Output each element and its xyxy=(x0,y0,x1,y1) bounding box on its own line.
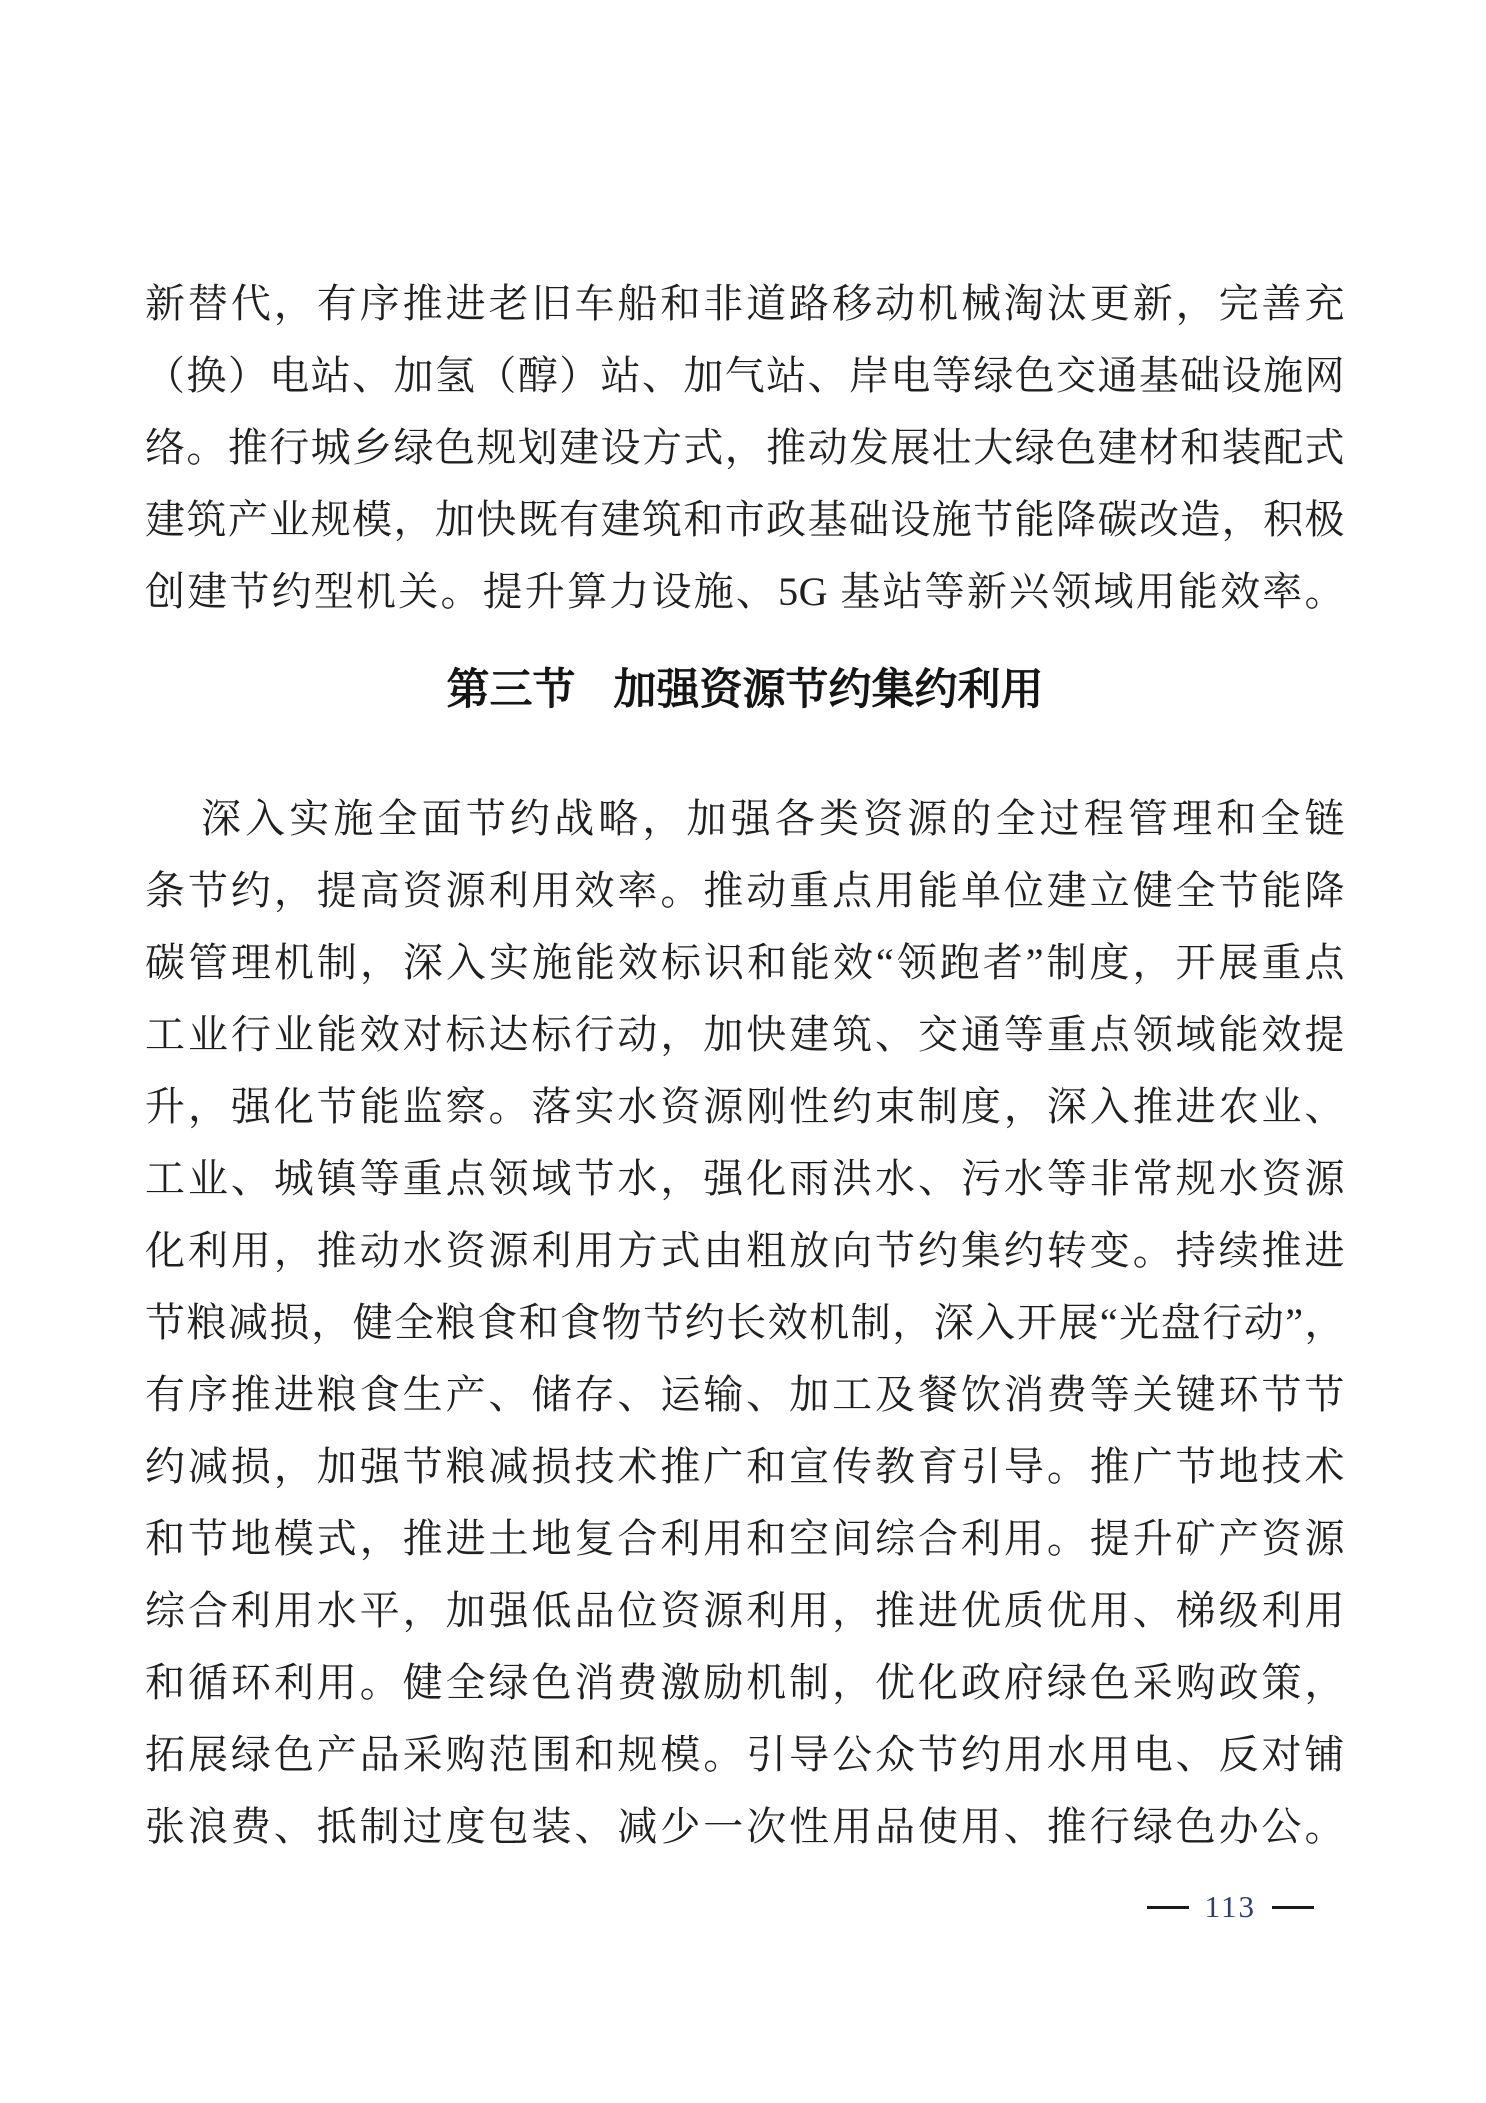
body-line: 深入实施全面节约战略，加强各类资源的全过程管理和全链 xyxy=(201,796,1345,841)
body-line: 拓展绿色产品采购范围和规模。引导公众节约用水用电、反对铺 xyxy=(145,1732,1345,1777)
body-line: 工业、城镇等重点领域节水，强化雨洪水、污水等非常规水资源 xyxy=(145,1156,1345,1201)
body-line: 建筑产业规模，加快既有建筑和市政基础设施节能降碳改造，积极 xyxy=(145,497,1345,542)
body-line: 创建节约型机关。提升算力设施、5G 基站等新兴领域用能效率。 xyxy=(145,569,1345,614)
body-line: 升，强化节能监察。落实水资源刚性约束制度，深入推进农业、 xyxy=(145,1084,1345,1129)
body-line: 和节地模式，推进土地复合利用和空间综合利用。提升矿产资源 xyxy=(145,1516,1345,1561)
body-line: 综合利用水平，加强低品位资源利用，推进优质优用、梯级利用 xyxy=(145,1588,1345,1633)
body-line: 碳管理机制，深入实施能效标识和能效“领跑者”制度，开展重点 xyxy=(145,940,1345,985)
footer-dash-right-icon xyxy=(1272,1906,1314,1909)
body-line: 新替代，有序推进老旧车船和非道路移动机械淘汰更新，完善充 xyxy=(145,281,1345,326)
body-line: 条节约，提高资源利用效率。推动重点用能单位建立健全节能降 xyxy=(145,868,1345,913)
section-number: 第三节 xyxy=(446,666,576,714)
section-title: 加强资源节约集约利用 xyxy=(613,666,1044,714)
body-line: 节粮减损，健全粮食和食物节约长效机制，深入开展“光盘行动”， xyxy=(145,1300,1345,1345)
body-line: 有序推进粮食生产、储存、运输、加工及餐饮消费等关键环节节 xyxy=(145,1372,1345,1417)
paragraph-1 xyxy=(145,268,1345,628)
footer-page-number: 113 xyxy=(1204,1889,1256,1924)
body-line: 工业行业能效对标达标行动，加快建筑、交通等重点领域能效提 xyxy=(145,1012,1345,1057)
body-line: 和循环利用。健全绿色消费激励机制，优化政府绿色采购政策， xyxy=(145,1660,1345,1705)
footer-dash-left-icon xyxy=(1147,1906,1189,1909)
body-line: 络。推行城乡绿色规划建设方式，推动发展壮大绿色建材和装配式 xyxy=(145,425,1345,470)
page-footer xyxy=(1147,1886,1314,1928)
body-line: 化利用，推动水资源利用方式由粗放向节约集约转变。持续推进 xyxy=(145,1228,1345,1273)
body-line: 约减损，加强节粮减损技术推广和宣传教育引导。推广节地技术 xyxy=(145,1444,1345,1489)
body-line: 张浪费、抵制过度包装、减少一次性用品使用、推行绿色办公。 xyxy=(145,1804,1345,1849)
page-content xyxy=(145,268,1345,1863)
section-heading xyxy=(145,654,1345,726)
paragraph-2 xyxy=(145,783,1345,1863)
body-line: （换）电站、加氢（醇）站、加气站、岸电等绿色交通基础设施网 xyxy=(145,353,1345,398)
